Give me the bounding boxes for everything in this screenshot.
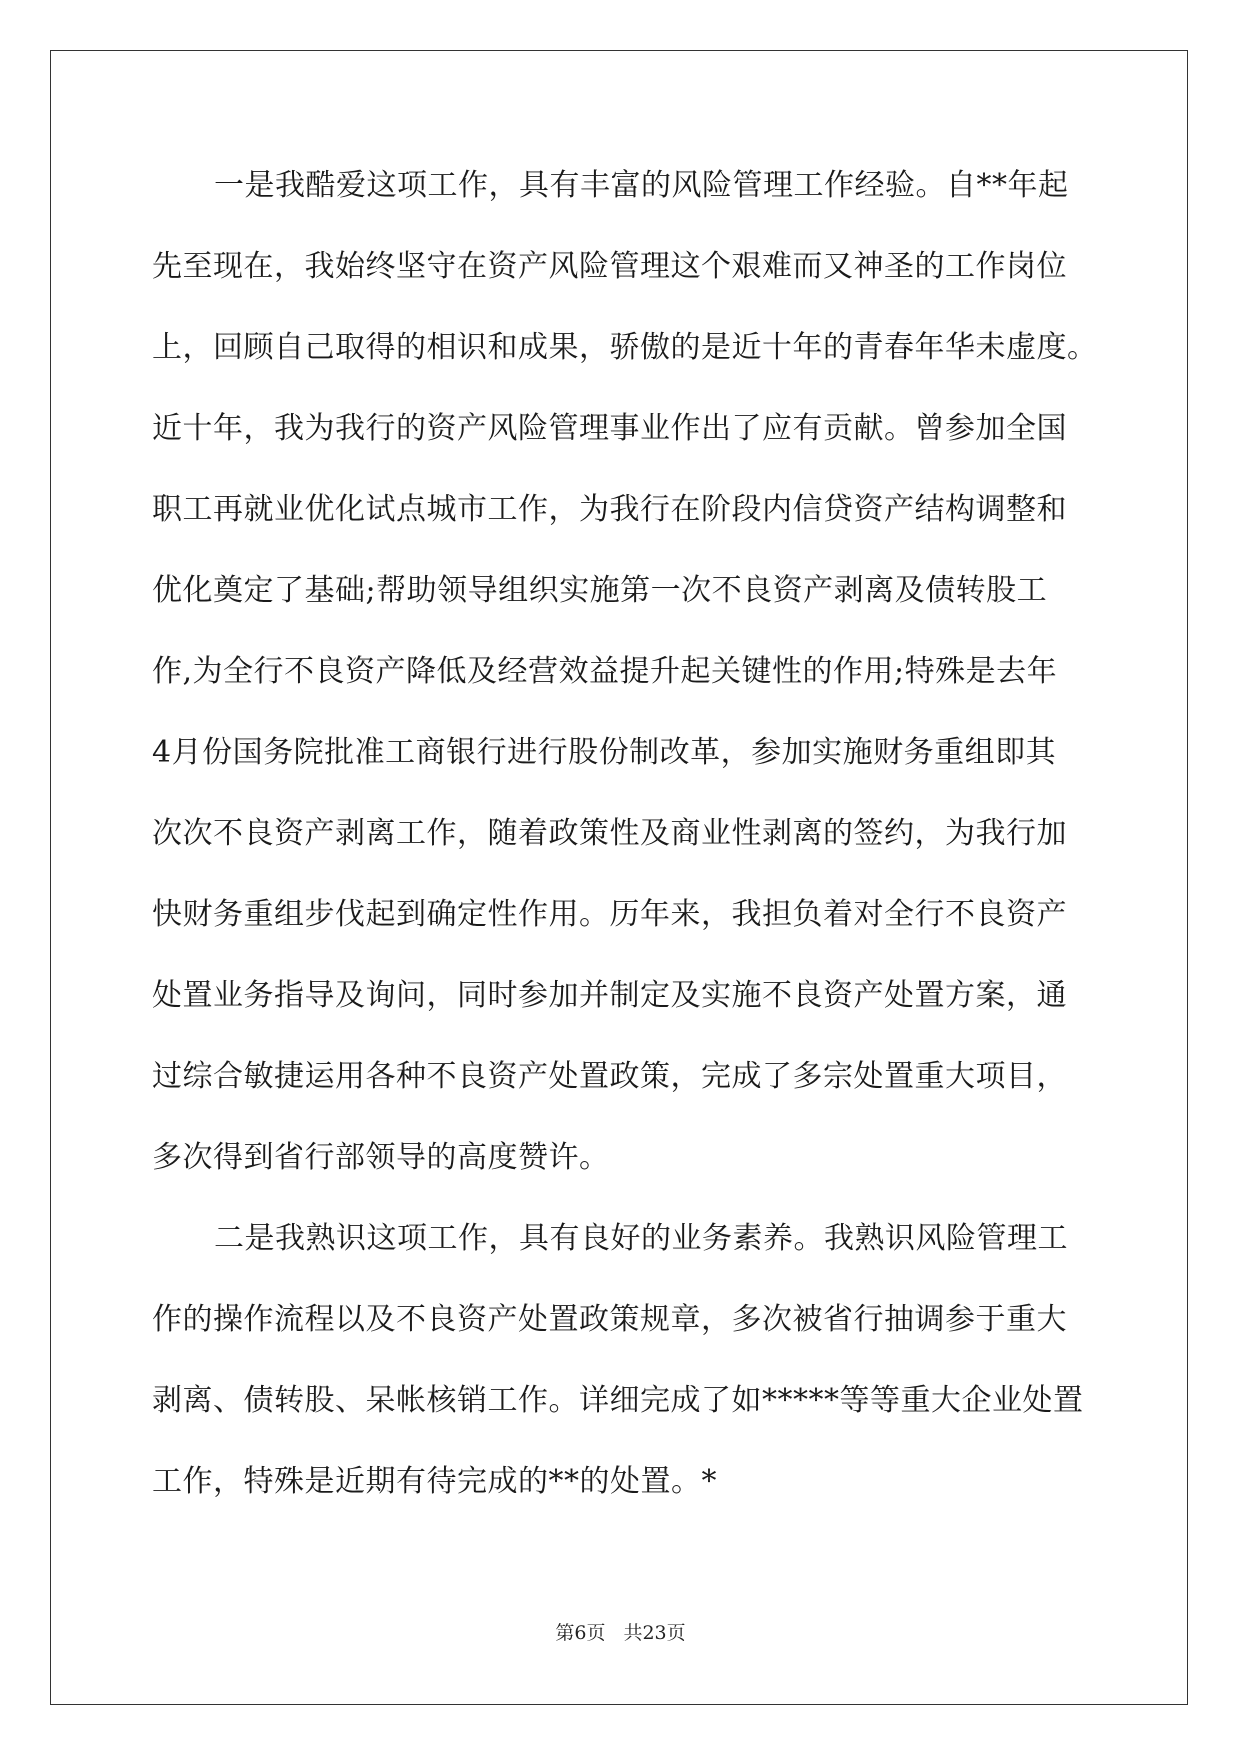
paragraph-1-line: 处置业务指导及询问，同时参加并制定及实施不良资产处置方案，通 [152, 978, 1067, 1013]
paragraph-1-line: 作,为全行不良资产降低及经营效益提升起关键性的作用;特殊是去年 [152, 654, 1058, 689]
page-footer [0, 1618, 1241, 1645]
paragraph-1-line: 4月份国务院批准工商银行进行股份制改革，参加实施财务重组即其 [152, 735, 1057, 770]
paragraph-2-line: 作的操作流程以及不良资产处置政策规章，多次被省行抽调参于重大 [152, 1302, 1067, 1337]
paragraph-1-line: 过综合敏捷运用各种不良资产处置政策，完成了多宗处置重大项目， [152, 1059, 1067, 1094]
paragraph-1-line: 一是我酷爱这项工作，具有丰富的风险管理工作经验。自**年起 [214, 168, 1069, 203]
page-total: 共23页 [623, 1622, 686, 1644]
paragraph-1-line: 职工再就业优化试点城市工作，为我行在阶段内信贷资产结构调整和 [152, 492, 1067, 527]
paragraph-1-line: 优化奠定了基础;帮助领导组织实施第一次不良资产剥离及债转股工 [152, 573, 1048, 608]
page-number: 第6页 [555, 1622, 606, 1644]
paragraph-1-line: 次次不良资产剥离工作，随着政策性及商业性剥离的签约，为我行加 [152, 816, 1067, 851]
paragraph-1-line: 近十年，我为我行的资产风险管理事业作出了应有贡献。曾参加全国 [152, 411, 1067, 446]
document-body [152, 162, 1098, 1539]
paragraph-1-line: 上，回顾自己取得的相识和成果，骄傲的是近十年的青春年华未虚度。 [152, 330, 1098, 365]
paragraph-2-line: 工作，特殊是近期有待完成的**的处置。* [152, 1464, 717, 1499]
paragraph-1-line: 多次得到省行部领导的高度赞许。 [152, 1140, 610, 1175]
paragraph-1-line: 先至现在，我始终坚守在资产风险管理这个艰难而又神圣的工作岗位 [152, 249, 1067, 284]
paragraph-1-line: 快财务重组步伐起到确定性作用。历年来，我担负着对全行不良资产 [152, 897, 1067, 932]
paragraph-2-line: 剥离、债转股、呆帐核销工作。详细完成了如*****等等重大企业处置 [152, 1383, 1084, 1418]
paragraph-2-line: 二是我熟识这项工作，具有良好的业务素养。我熟识风险管理工 [214, 1221, 1068, 1256]
